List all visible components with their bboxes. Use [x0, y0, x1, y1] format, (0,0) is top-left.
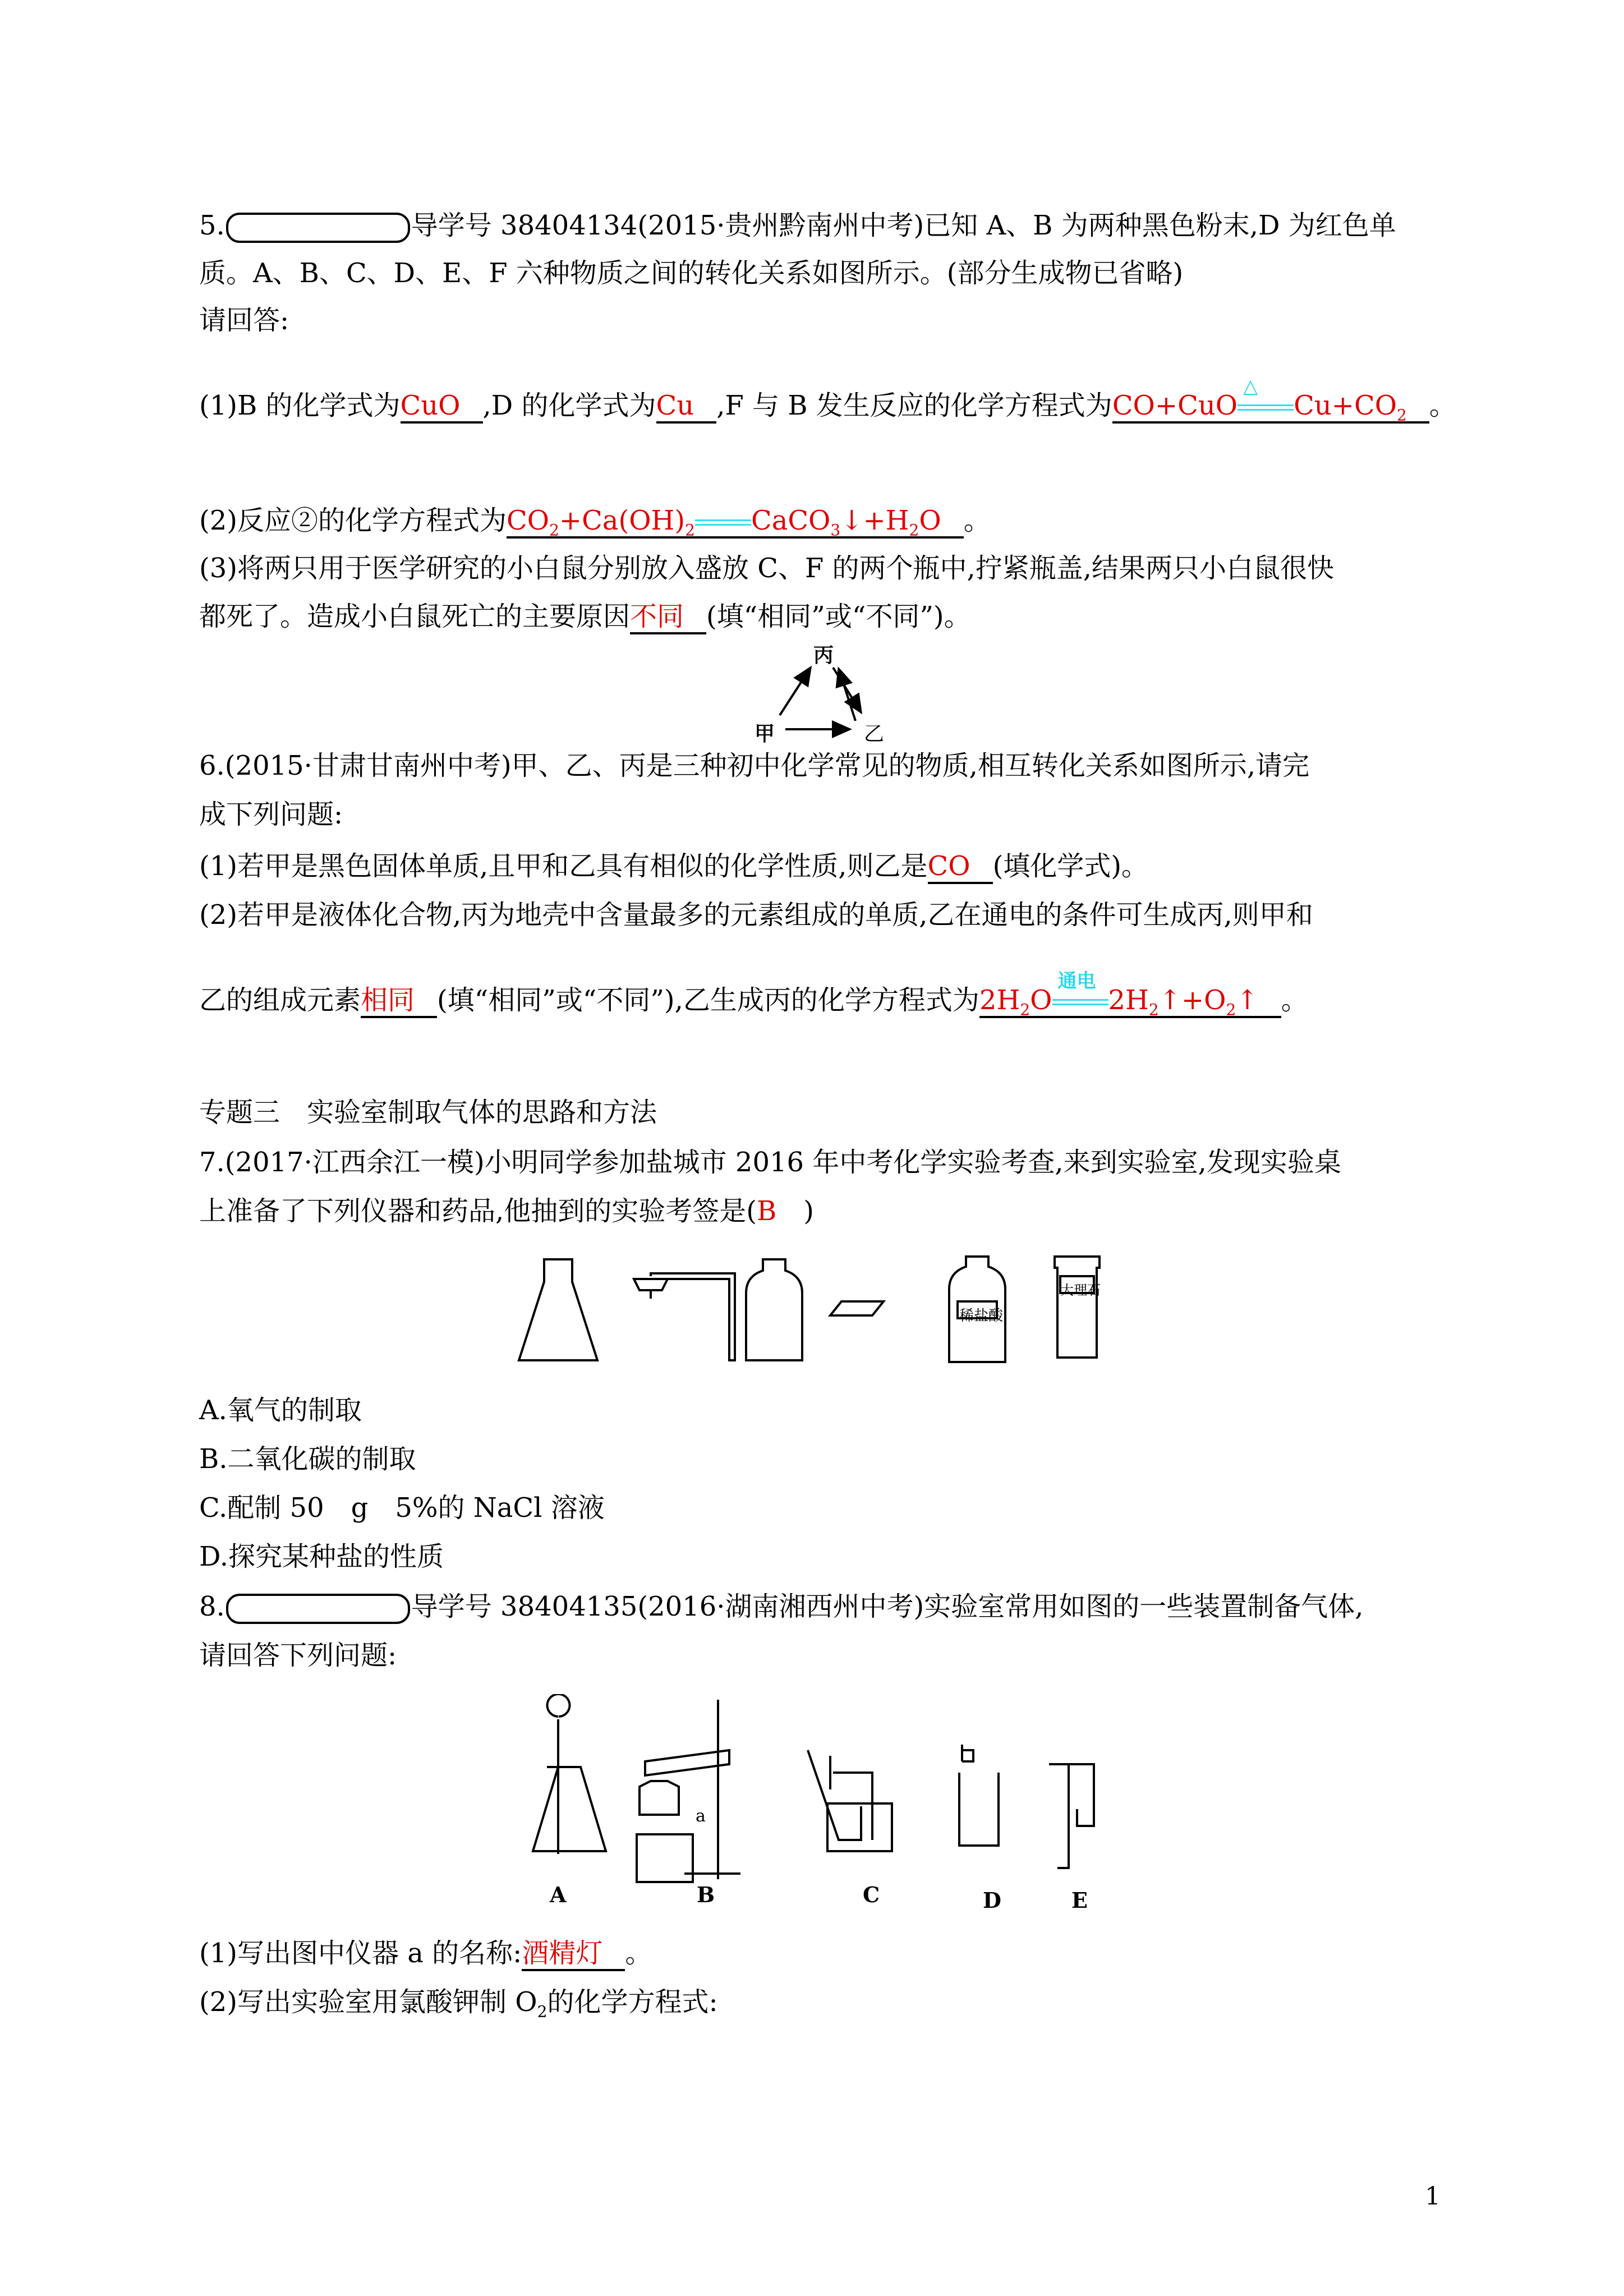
- label-small-a: a: [696, 1806, 706, 1826]
- answer-d: Cu: [656, 390, 717, 424]
- label-b: B: [697, 1882, 715, 1907]
- page-number: 1: [1425, 2182, 1441, 2211]
- q7-line1: 7.(2017·江西余江一模)小明同学参加盐城市 2016 年中考化学实验考查,来到实验室,发现实验桌: [199, 1147, 1341, 1178]
- reactants: CO+CuO: [1112, 390, 1238, 421]
- text: (2)反应②的化学方程式为: [199, 505, 507, 536]
- product: ↑+O: [1158, 984, 1226, 1016]
- q8-part2: (2)写出实验室用氯酸钾制 $O_2$的化学方程式:: [199, 1986, 718, 2021]
- triangle-diagram: [752, 639, 898, 746]
- q8-part1: [199, 1936, 652, 1970]
- question-number: 8.: [199, 1591, 225, 1622]
- guide-number-box: [226, 213, 410, 243]
- label-a: A: [550, 1882, 567, 1907]
- answer-b: CuO: [401, 390, 483, 424]
- option-b: B.二氧化碳的制取: [199, 1443, 416, 1475]
- q5-part2: [199, 504, 991, 547]
- q5-part3: (3)将两只用于医学研究的小白鼠分别放入盛放 C、F 的两个瓶中,拧紧瓶盖,结果两只小白鼠很快: [199, 553, 1335, 584]
- text: 。: [1429, 390, 1456, 421]
- text: (填化学式)。: [992, 850, 1149, 882]
- product: ↓+H: [840, 505, 909, 536]
- answer: B: [757, 1195, 777, 1227]
- lab-equipment-icon: [516, 1251, 1122, 1372]
- text: 乙的组成元素: [199, 984, 361, 1016]
- equals-sign: [695, 517, 751, 528]
- text: 上准备了下列仪器和药品,他抽到的实验考签是(: [199, 1195, 757, 1227]
- reactant: 2H: [979, 984, 1020, 1016]
- answer-equation: $CO_2+Ca(OH)_2$ $CaCO_3↓+H_2O$: [507, 505, 964, 539]
- label-d: D: [983, 1888, 1001, 1913]
- option-d: D.探究某种盐的性质: [199, 1541, 444, 1572]
- product: O: [919, 505, 941, 536]
- equals-sign: [1052, 969, 1108, 1008]
- equals-sign: [1237, 375, 1294, 413]
- q5-line2: 质。A、B、C、D、E、F 六种物质之间的转化关系如图所示。(部分生成物已省略): [199, 257, 1184, 289]
- label-e: E: [1071, 1888, 1088, 1913]
- q8-line2: 请回答下列问题:: [199, 1640, 397, 1671]
- product: CaCO: [751, 505, 831, 536]
- text: 。: [625, 1938, 652, 1969]
- text: ): [776, 1195, 815, 1227]
- answer: 酒精灯: [522, 1938, 625, 1971]
- electrolysis-condition: 通电: [1057, 969, 1096, 992]
- text: (2)写出实验室用氯酸钾制 O: [199, 1986, 537, 2018]
- text: 。: [1281, 984, 1308, 1016]
- q6-part2: (2)若甲是液体化合物,丙为地壳中含量最多的元素组成的单质,乙在通电的条件可生成丙,则甲和: [199, 899, 1313, 931]
- text: 导学号 38404135(2016·湖南湘西州中考)实验室常用如图的一些装置制备气体,: [411, 1591, 1364, 1622]
- text: 。: [963, 505, 991, 536]
- q5-line1: [199, 209, 1396, 243]
- option-c: C.配制 50 g 5%的 NaCl 溶液: [199, 1492, 605, 1524]
- q8-apparatus: [516, 1694, 1122, 1930]
- node-bing: 丙: [813, 643, 834, 667]
- reactant: +Ca(OH): [559, 505, 686, 536]
- q5-line3: 请回答:: [199, 305, 289, 336]
- text: (填“相同”或“不同”)。: [706, 601, 971, 632]
- text: (填“相同”或“不同”),乙生成丙的化学方程式为: [437, 984, 979, 1016]
- answer-equation: CO+CuO △ $Cu+CO_2$: [1112, 390, 1429, 424]
- section-title: 专题三 实验室制取气体的思路和方法: [199, 1097, 657, 1128]
- heat-condition: △: [1243, 375, 1258, 398]
- text: 导学号 38404134(2015·贵州黔南州中考)已知 A、B 为两种黑色粉末,D 为红色单: [411, 210, 1396, 241]
- q5-part3-cont: [199, 600, 971, 633]
- text: 的化学方程式:: [547, 1986, 718, 2018]
- q6-line2: 成下列问题:: [199, 799, 343, 830]
- guide-number-box: [226, 1594, 410, 1624]
- node-jia: 甲: [755, 722, 775, 746]
- reactant: CO: [507, 505, 550, 536]
- q7-apparatus: [516, 1251, 1122, 1372]
- q6-part2-cont: [199, 969, 1308, 1027]
- node-yi: 乙: [864, 723, 885, 746]
- text: ,F 与 B 发生反应的化学方程式为: [716, 390, 1112, 421]
- q5-part1: [199, 375, 1456, 432]
- products: Cu+CO: [1294, 390, 1397, 421]
- answer: CO: [928, 850, 993, 884]
- text: (1)若甲是黑色固体单质,且甲和乙具有相似的化学性质,则乙是: [199, 850, 928, 882]
- question-number: 5.: [199, 210, 225, 241]
- label-marble: 大理石: [1060, 1282, 1101, 1298]
- product: 2H: [1108, 984, 1149, 1016]
- q6-part1: [199, 849, 1148, 883]
- product: ↑: [1236, 984, 1259, 1016]
- answer-equation: $2H_2O$ 通电 $2H_2↑+O_2↑$: [979, 984, 1281, 1018]
- q8-line1: [199, 1590, 1364, 1624]
- answer: 不同: [630, 601, 706, 634]
- label-c: C: [863, 1882, 880, 1907]
- text: (1)B 的化学式为: [199, 390, 401, 421]
- gas-apparatus-icon: [516, 1694, 1122, 1885]
- q7-line2: [199, 1194, 814, 1228]
- q6-line1: 6.(2015·甘肃甘南州中考)甲、乙、丙是三种初中化学常见的物质,相互转化关系如图所示,请完: [199, 750, 1310, 781]
- option-a: A.氧气的制取: [199, 1395, 362, 1426]
- text: 都死了。造成小白鼠死亡的主要原因: [199, 601, 631, 632]
- text: ,D 的化学式为: [482, 390, 656, 421]
- answer: 相同: [361, 984, 437, 1018]
- text: (1)写出图中仪器 a 的名称:: [199, 1938, 522, 1969]
- reactant: O: [1030, 984, 1052, 1016]
- label-dilute-hcl: 稀盐酸: [959, 1308, 1004, 1324]
